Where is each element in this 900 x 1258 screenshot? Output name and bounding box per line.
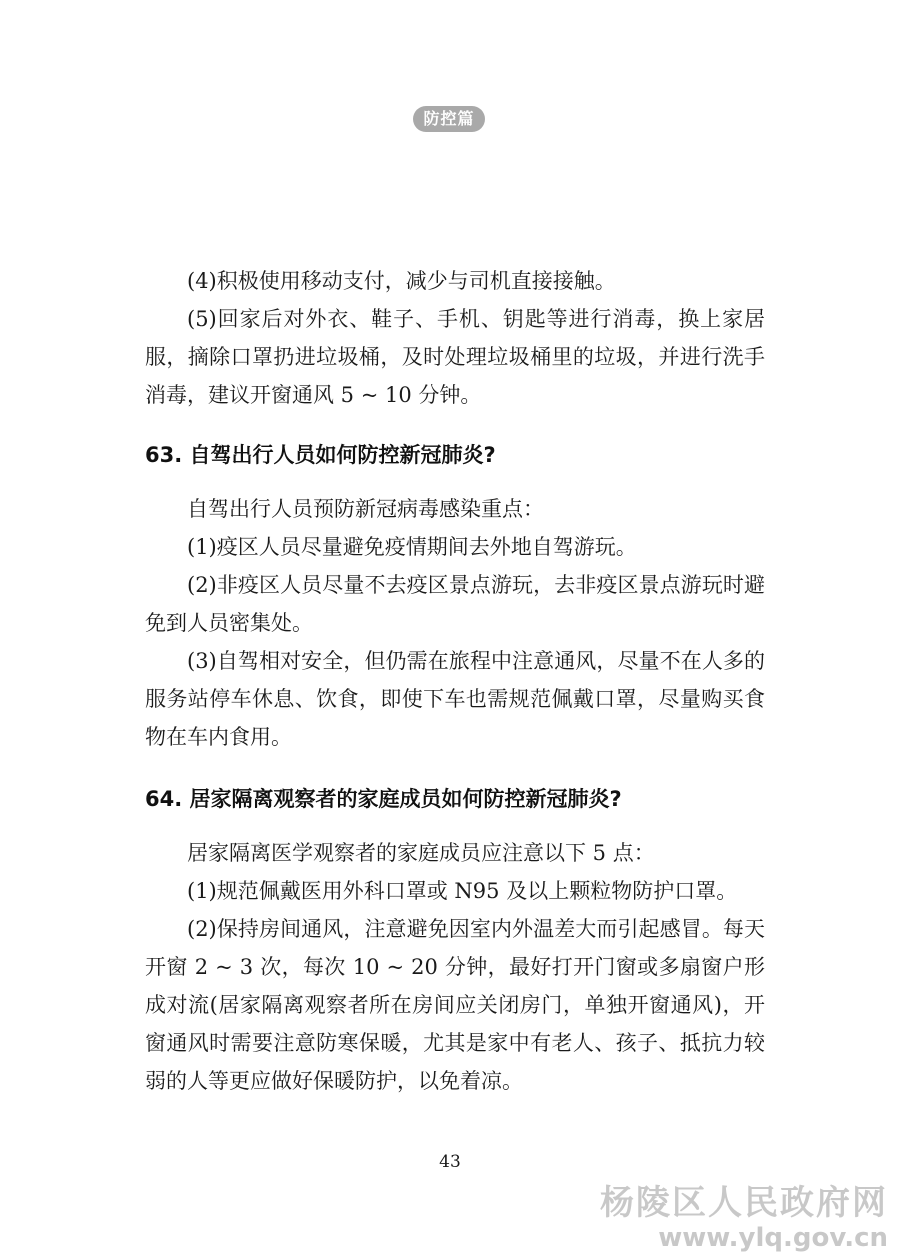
watermark-url: www.ylq.gov.cn (658, 1223, 888, 1253)
paragraph: (1)规范佩戴医用外科口罩或 N95 及以上颗粒物防护口罩。 (187, 879, 738, 903)
page-number: 43 (439, 1152, 461, 1172)
paragraph: 自驾出行人员预防新冠病毒感染重点： (187, 497, 544, 521)
paragraph: (2)非疫区人员尽量不去疫区景点游玩，去非疫区景点游玩时避免到人员密集处。 (145, 573, 765, 635)
paragraph: 居家隔离医学观察者的家庭成员应注意以下 5 点： (187, 841, 655, 865)
section-64 (145, 784, 765, 1100)
paragraph: (1)疫区人员尽量避免疫情期间去外地自驾游玩。 (187, 535, 637, 559)
paragraph: (3)自驾相对安全，但仍需在旅程中注意通风，尽量不在人多的服务站停车休息、饮食，即使下车也需规范佩戴口罩，尽量购买食物在车内食用。 (145, 649, 765, 749)
section-63 (145, 440, 765, 756)
paragraph: (4)积极使用移动支付，减少与司机直接接触。 (187, 269, 616, 293)
section-badge: 防控篇 (413, 106, 485, 132)
section-heading: 64. 居家隔离观察者的家庭成员如何防控新冠肺炎? (145, 787, 622, 811)
paragraph: (2)保持房间通风，注意避免因室内外温差大而引起感冒。每天开窗 2 ~ 3 次，每次 10 ~ 20 分钟，最好打开门窗或多扇窗户形成对流(居家隔离观察者所在房间应关闭房门，单独开窗通风)，开窗通风时需要注意防寒保暖，尤其是家中有老人、孩子、抵抗力较弱的人等更应做好保暖防护，以免着凉。 (145, 917, 765, 1093)
paragraph: (5)回家后对外衣、鞋子、手机、钥匙等进行消毒，换上家居服，摘除口罩扔进垃圾桶，及时处理垃圾桶里的垃圾，并进行洗手消毒，建议开窗通风 5 ~ 10 分钟。 (145, 307, 765, 407)
watermark-name: 杨陵区人民政府网 (600, 1183, 888, 1223)
section-heading: 63. 自驾出行人员如何防控新冠肺炎? (145, 443, 496, 467)
page-content (145, 262, 765, 1100)
watermark (600, 1183, 888, 1253)
